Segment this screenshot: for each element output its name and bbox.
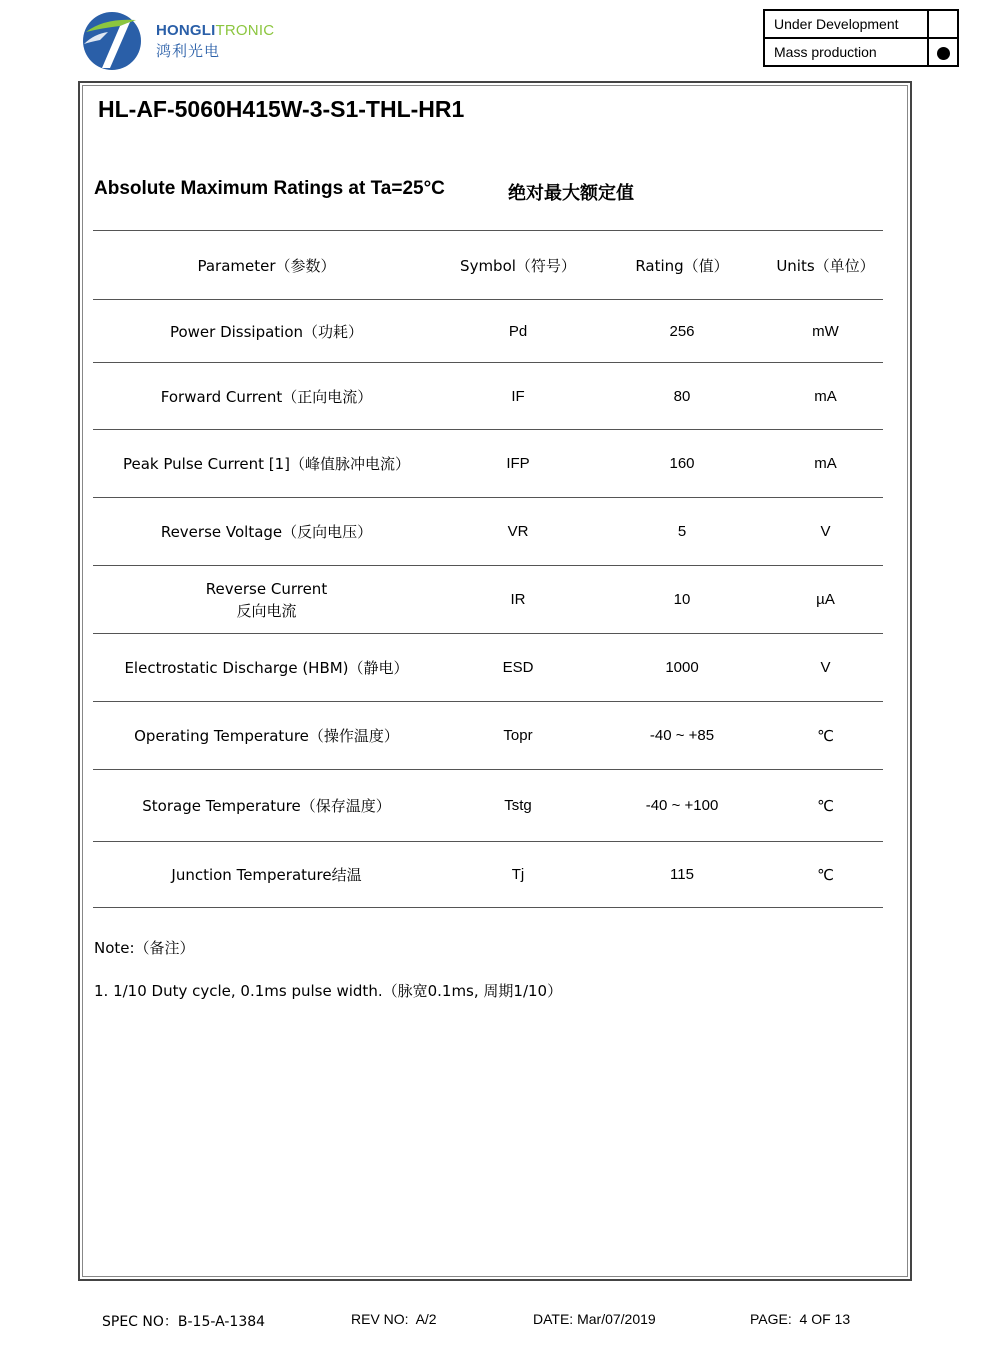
cell-parameter: Junction Temperature结温	[93, 842, 440, 908]
cell-symbol: Tstg	[440, 770, 596, 842]
cell-parameter-en: Reverse Current	[205, 579, 328, 598]
table-header-row	[93, 231, 883, 300]
table-row	[93, 498, 883, 566]
cell-rating: -40 ~ +85	[596, 702, 768, 770]
footer-page: PAGE: 4 OF 13	[750, 1311, 851, 1327]
cell-parameter: Electrostatic Discharge (HBM)（静电）	[93, 634, 440, 702]
cell-parameter: Storage Temperature（保存温度）	[93, 770, 440, 842]
cell-rating: 115	[596, 842, 768, 908]
cell-rating: 80	[596, 363, 768, 430]
footer-spec-no: SPEC NO：B-15-A-1384	[102, 1314, 266, 1330]
cell-unit: V	[768, 634, 883, 702]
filled-dot-icon	[937, 47, 950, 60]
cell-symbol: Pd	[440, 300, 596, 363]
cell-symbol: IF	[440, 363, 596, 430]
cell-unit: V	[768, 498, 883, 566]
cell-unit: ℃	[768, 842, 883, 908]
cell-parameter: Power Dissipation（功耗）	[93, 300, 440, 363]
note-title: Note:（备注）	[94, 939, 195, 957]
cell-unit: µA	[768, 566, 883, 634]
cell-symbol: IFP	[440, 430, 596, 498]
development-status-table	[763, 9, 959, 67]
brand-name-en: HONGLITRONIC	[156, 22, 275, 39]
note-item: 1. 1/10 Duty cycle, 0.1ms pulse width.（脉宽0.1ms, 周期1/10）	[94, 982, 563, 1000]
cell-parameter: Reverse Voltage（反向电压）	[93, 498, 440, 566]
cell-rating: 5	[596, 498, 768, 566]
cell-unit: mW	[768, 300, 883, 363]
table-row	[93, 842, 883, 908]
status-label: Mass production	[764, 38, 928, 66]
cell-rating: 256	[596, 300, 768, 363]
column-header-units: Units（单位）	[768, 231, 883, 300]
status-checkbox	[928, 38, 958, 66]
table-row	[93, 566, 883, 634]
cell-symbol: IR	[440, 566, 596, 634]
footer-date: DATE: Mar/07/2019	[533, 1311, 656, 1327]
absolute-max-ratings-table	[93, 230, 883, 908]
status-row	[764, 10, 958, 38]
column-header-symbol: Symbol（符号）	[440, 231, 596, 300]
section-title: Absolute Maximum Ratings at Ta=25°C	[94, 178, 445, 199]
status-row	[764, 38, 958, 66]
cell-parameter-cn: 反向电流	[236, 601, 297, 620]
section-title-cn: 绝对最大额定值	[508, 183, 634, 204]
status-label: Under Development	[764, 10, 928, 38]
table-row	[93, 363, 883, 430]
footer-rev-no: REV NO: A/2	[351, 1311, 437, 1327]
company-logo	[80, 10, 280, 72]
table-row	[93, 702, 883, 770]
cell-parameter	[93, 566, 440, 634]
cell-parameter: Forward Current（正向电流）	[93, 363, 440, 430]
table-row	[93, 300, 883, 363]
column-header-parameter: Parameter（参数）	[93, 231, 440, 300]
cell-unit: mA	[768, 430, 883, 498]
cell-rating: 10	[596, 566, 768, 634]
cell-parameter: Peak Pulse Current [1]（峰值脉冲电流）	[93, 430, 440, 498]
cell-symbol: Topr	[440, 702, 596, 770]
cell-unit: mA	[768, 363, 883, 430]
column-header-rating: Rating（值）	[596, 231, 768, 300]
cell-symbol: ESD	[440, 634, 596, 702]
part-number: HL-AF-5060H415W-3-S1-THL-HR1	[98, 96, 465, 122]
brand-name-cn: 鸿利光电	[156, 42, 221, 60]
cell-rating: 160	[596, 430, 768, 498]
status-checkbox	[928, 10, 958, 38]
cell-parameter: Operating Temperature（操作温度）	[93, 702, 440, 770]
cell-symbol: Tj	[440, 842, 596, 908]
cell-unit: ℃	[768, 702, 883, 770]
table-row	[93, 770, 883, 842]
cell-rating: -40 ~ +100	[596, 770, 768, 842]
cell-unit: ℃	[768, 770, 883, 842]
table-row	[93, 634, 883, 702]
cell-symbol: VR	[440, 498, 596, 566]
logo-mark-icon	[80, 10, 144, 72]
table-row	[93, 430, 883, 498]
cell-rating: 1000	[596, 634, 768, 702]
